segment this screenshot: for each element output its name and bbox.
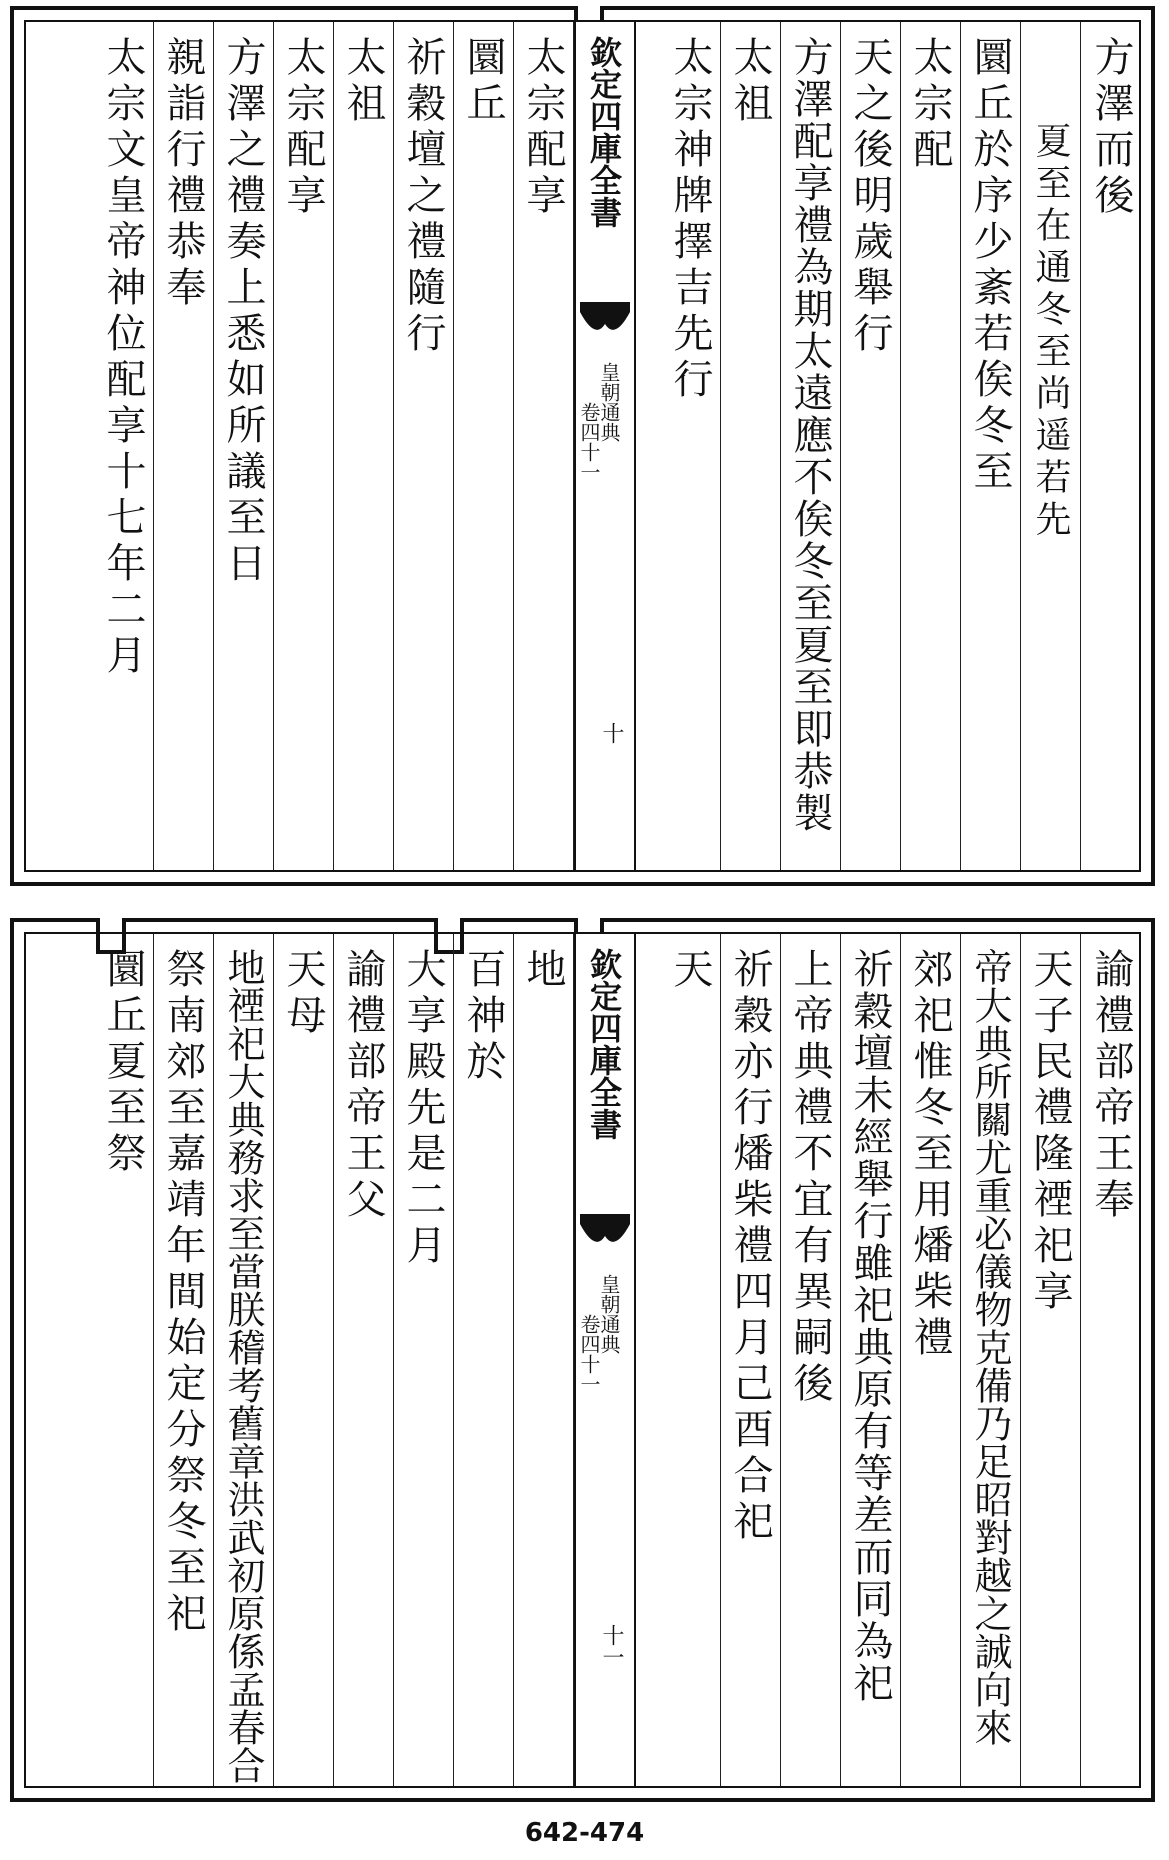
column: 圜丘於序少紊若俟冬至 [961,22,1021,870]
column: 祈穀壇之禮隨行 [394,22,454,870]
column: 太宗神牌擇吉先行 [661,22,721,870]
margin-title: 欽定四庫全書 [585,36,623,228]
column: 諭禮部帝王奉 [1088,948,1134,1224]
column: 方澤之禮奏上悉如所議至日 [214,22,274,870]
column: 天子民禮隆禋祀享 [1021,934,1081,1786]
column: 太宗配 [901,22,961,870]
fish-tail-icon [580,1214,630,1254]
column: 圜丘夏至祭 [94,934,154,1786]
column: 太宗配享 [274,22,334,870]
top-leaf-frame [24,20,1141,872]
column: 天母 [274,934,334,1786]
column: 太祖 [334,22,394,870]
margin-subtitle: 皇朝通典 [597,362,621,442]
margin-subtitle: 皇朝通典 [597,1274,621,1354]
column: 帝大典所關尤重必儀物克備乃足昭對越之誠向來 [961,934,1021,1786]
margin-page-number: 十一 [599,1624,624,1668]
column: 天之後明歲舉行 [841,22,901,870]
column: 祈穀亦行燔柴禮四月己酉合祀 [721,934,781,1786]
margin-page-number: 十 [599,722,624,744]
column: 祭南郊至嘉靖年間始定分祭冬至祀 [154,934,214,1786]
top-leaf [10,6,1155,886]
margin-volume: 卷四十一 [577,1314,601,1394]
column: 方澤而後 [1088,36,1134,220]
column: 大享殿先是二月 [394,934,454,1786]
margin-volume: 卷四十一 [577,402,601,482]
column: 諭禮部帝王父 [334,934,394,1786]
page-code: 642-474 [524,1818,645,1848]
column: 圜丘 [454,22,514,870]
column: 夏至在通冬至尚遥若先 [1021,22,1081,870]
column: 太宗配享 [514,22,574,870]
margin-title: 欽定四庫全書 [585,948,623,1140]
column: 地 [514,934,574,1786]
fish-tail-icon [580,302,630,342]
column: 太宗文皇帝神位配享十七年二月 [94,22,154,870]
column: 上帝典禮不宜有異嗣後 [781,934,841,1786]
center-margin [574,934,636,1786]
column: 祈穀壇未經舉行雖祀典原有等差而同為祀 [841,934,901,1786]
column: 地禋祀大典務求至當朕稽考舊章洪武初原係孟春合 [214,934,274,1786]
column: 天 [661,934,721,1786]
column: 方澤配享禮為期太遠應不俟冬至夏至即恭製 [781,22,841,870]
column: 郊祀惟冬至用燔柴禮 [901,934,961,1786]
column: 太祖 [721,22,781,870]
column: 百神於 [454,934,514,1786]
bottom-leaf [10,918,1155,1802]
bottom-leaf-frame [24,932,1141,1788]
center-margin [574,22,636,870]
column: 親詣行禮恭奉 [154,22,214,870]
